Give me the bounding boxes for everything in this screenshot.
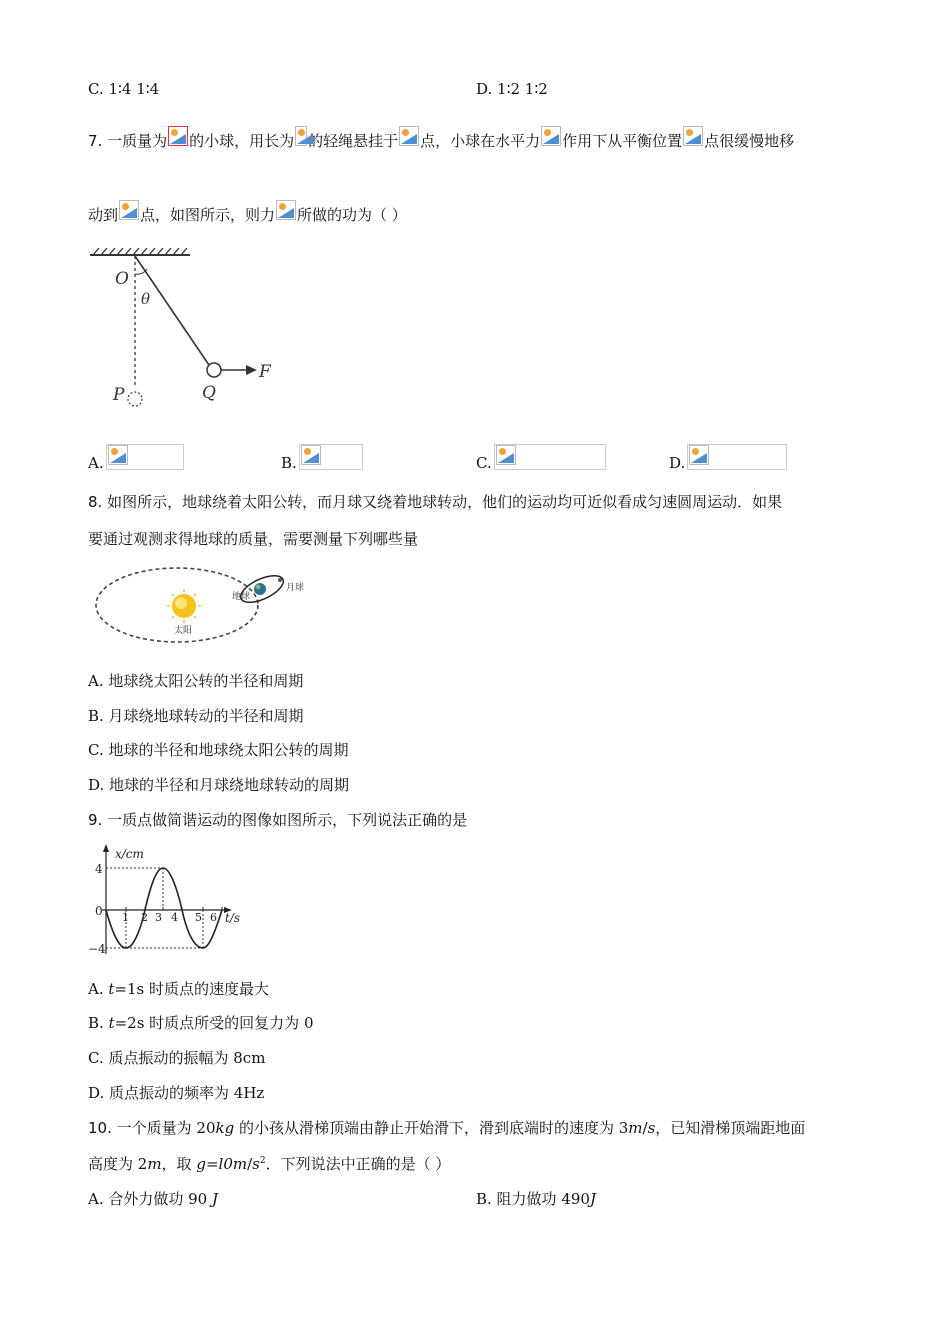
q7-number: 7.	[88, 132, 103, 150]
q9-option-c[interactable]: C. 质点振动的振幅为 8cm	[88, 1049, 266, 1067]
force-f-image-icon-2	[276, 200, 296, 220]
length-formula-image-icon	[295, 126, 307, 146]
q8-option-c[interactable]: C. 地球的半径和地球绕太阳公转的周期	[88, 741, 349, 759]
shm-graph	[88, 842, 250, 962]
orbit-figure	[92, 563, 314, 649]
label-f: F	[259, 362, 271, 382]
label-moon: 月球	[286, 583, 305, 593]
y-tick: 4	[95, 862, 103, 876]
label-sun: 太阳	[174, 626, 193, 636]
point-o-image-icon	[399, 126, 419, 146]
q10-number: 10.	[88, 1119, 112, 1137]
y-axis-label: x/cm	[115, 847, 144, 861]
option-a-image	[106, 444, 184, 470]
label-o: O	[115, 269, 129, 289]
q7-option-c[interactable]: C.	[476, 444, 606, 472]
q7-stem-line2: 动到 点，如图所示，则力 所做的功为（ ）	[88, 200, 407, 225]
q9-stem: 9. 一质点做简谐运动的图像如图所示，下列说法正确的是	[88, 811, 468, 829]
label-earth: 地球	[232, 592, 251, 602]
q7-option-d[interactable]: D.	[669, 444, 787, 472]
y-tick: −4	[88, 942, 106, 956]
q10-stem-line1: 10. 一个质量为 20kg 的小孩从滑梯顶端由静止开始滑下，滑到底端时的速度为 3m/s，已知滑梯顶端距地面	[88, 1119, 806, 1137]
q6-option-d: D. 1∶2 1∶2	[476, 80, 548, 98]
q6-option-c: C. 1∶4 1∶4	[88, 80, 160, 98]
q8-stem-line2: 要通过观测求得地球的质量，需要测量下列哪些量	[88, 530, 419, 548]
image-icon	[108, 445, 128, 465]
label-p: P	[113, 385, 125, 405]
x-axis-label: t/s	[225, 911, 241, 925]
pendulum-figure	[85, 248, 285, 414]
q8-option-a[interactable]: A. 地球绕太阳公转的半径和周期	[88, 672, 304, 690]
q8-option-b[interactable]: B. 月球绕地球转动的半径和周期	[88, 707, 304, 725]
point-q-image-icon	[119, 200, 139, 220]
q9-number: 9.	[88, 811, 103, 829]
q9-option-b[interactable]: B. t=2s 时质点所受的回复力为 0	[88, 1014, 314, 1032]
q9-option-d[interactable]: D. 质点振动的频率为 4Hz	[88, 1084, 265, 1102]
q10-stem-line2: 高度为 2m，取 $g=l0m/s^2$．下列说法中正确的是（ ）	[88, 1155, 451, 1173]
option-d-image	[687, 444, 787, 470]
q8-stem-line1: 8. 如图所示，地球绕着太阳公转，而月球又绕着地球转动，他们的运动均可近似看成匀速圆周运动．如果	[88, 493, 783, 511]
mass-formula-image-icon	[168, 126, 188, 146]
image-icon	[689, 445, 709, 465]
q7-stem-line1: 7. 一质量为 的小球，用长为 的轻绳悬挂于 点，小球在水平力 作用下从平衡位置 点很缓慢地移	[88, 126, 794, 151]
x-tick: 2	[141, 911, 148, 924]
point-p-image-icon	[683, 126, 703, 146]
option-c-image	[494, 444, 606, 470]
image-icon	[301, 445, 321, 465]
image-icon	[496, 445, 516, 465]
x-tick: 6	[210, 911, 217, 924]
force-f-image-icon	[541, 126, 561, 146]
x-tick: 4	[171, 911, 178, 924]
q8-option-d[interactable]: D. 地球的半径和月球绕地球转动的周期	[88, 776, 350, 794]
x-tick: 3	[155, 911, 162, 924]
option-b-image	[299, 444, 363, 470]
q10-option-a[interactable]: A. 合外力做功 90 J	[88, 1190, 219, 1208]
q9-option-a[interactable]: A. t=1s 时质点的速度最大	[88, 980, 269, 998]
q7-option-a[interactable]: A.	[88, 444, 184, 472]
q8-number: 8.	[88, 493, 103, 511]
y-tick: 0	[95, 904, 103, 918]
label-theta: θ	[141, 290, 151, 308]
q10-option-b[interactable]: B. 阻力做功 490J	[476, 1190, 596, 1208]
label-q: Q	[202, 383, 216, 403]
x-tick: 5	[195, 911, 202, 924]
x-tick: 1	[122, 911, 129, 924]
q7-option-b[interactable]: B.	[281, 444, 363, 472]
